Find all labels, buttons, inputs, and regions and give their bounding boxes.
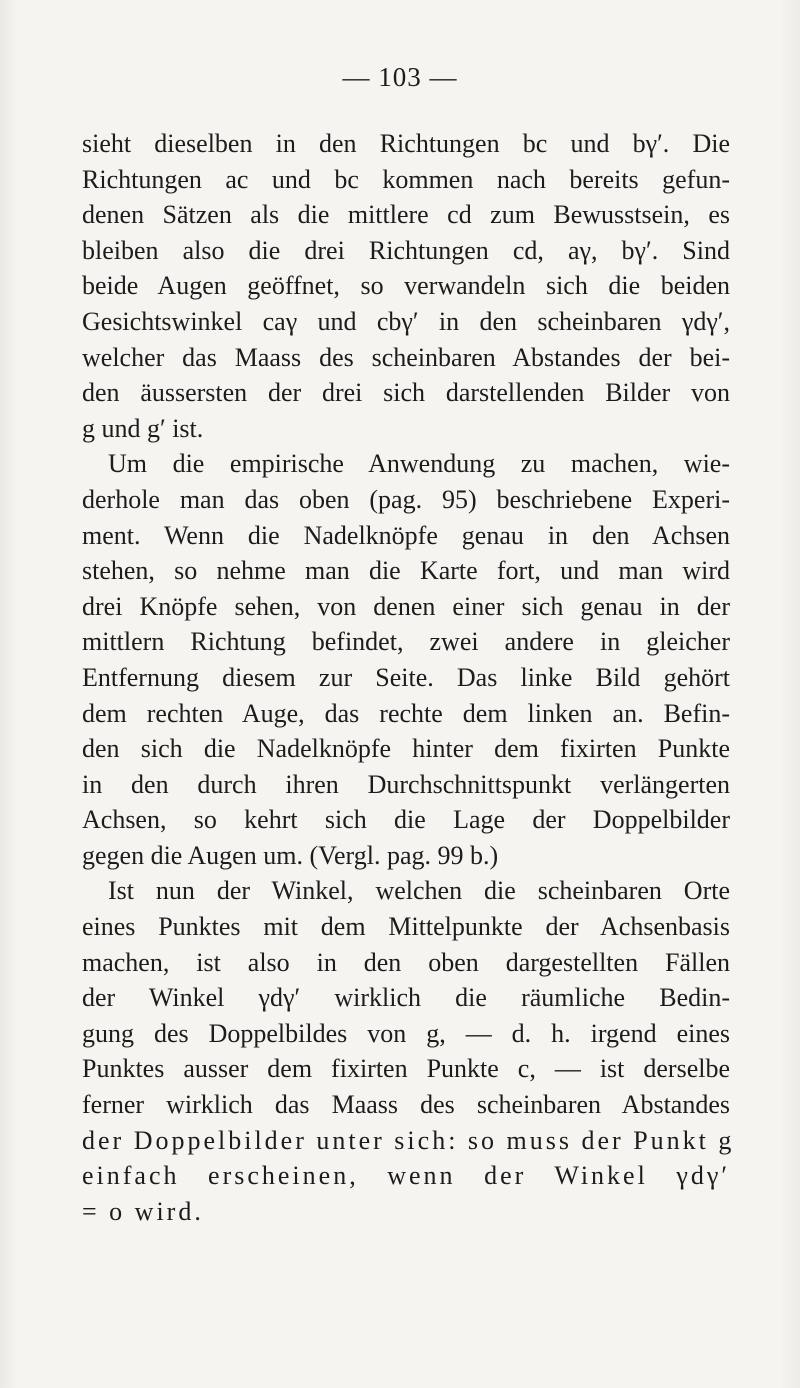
- text-line: Ist nun der Winkel, welchen die scheinbaren Orte: [108, 876, 730, 906]
- text-line: derhole man das oben (pag. 95) beschriebene Experi-: [82, 484, 730, 514]
- text-line: stehen, so nehme man die Karte fort, und man wird: [82, 556, 730, 586]
- text-line: drei Knöpfe sehen, von denen einer sich genau in der: [82, 591, 730, 621]
- text-line: der Doppelbilder unter sich: so muss der Punkt g: [82, 1125, 735, 1155]
- text-line: gegen die Augen um. (Vergl. pag. 99 b.): [82, 840, 499, 870]
- text-line: bleiben also die drei Richtungen cd, aγ, bγ′. Sind: [82, 235, 730, 265]
- text-line: sieht dieselben in den Richtungen bc und bγ′. Die: [82, 129, 730, 158]
- text-line: einfach erscheinen, wenn der Winkel γdγ′: [82, 1161, 730, 1191]
- text-line: g und g′ ist.: [82, 413, 204, 443]
- text-line: beide Augen geöffnet, so verwandeln sich die beiden: [82, 271, 730, 301]
- text-line: der Winkel γdγ′ wirklich die räumliche Bedin-: [82, 983, 730, 1013]
- text-line: eines Punktes mit dem Mittelpunkte der Achsenbasis: [82, 912, 730, 942]
- text-line: Richtungen ac und bc kommen nach bereits gefun-: [82, 164, 730, 194]
- text-line: gung des Doppelbildes von g, — d. h. irgend eines: [82, 1018, 730, 1048]
- text-line: ment. Wenn die Nadelknöpfe genau in den Achsen: [82, 520, 730, 550]
- text-line: = o wird.: [82, 1196, 204, 1226]
- page-number: — 103 —: [342, 62, 458, 92]
- body-text: [82, 126, 735, 1229]
- text-line: machen, ist also in den oben dargestellten Fällen: [82, 947, 730, 977]
- text-line: in den durch ihren Durchschnittspunkt verlängerten: [82, 769, 730, 799]
- text-line: welcher das Maass des scheinbaren Abstandes der bei-: [82, 342, 730, 372]
- text-line: Entfernung diesem zur Seite. Das linke Bild gehört: [82, 662, 730, 692]
- text-line: Punktes ausser dem fixirten Punkte c, — ist derselbe: [82, 1054, 730, 1084]
- text-line: Gesichtswinkel caγ und cbγ′ in den scheinbaren γdγ′,: [82, 306, 730, 336]
- text-line: mittlern Richtung befindet, zwei andere in gleicher: [82, 627, 730, 657]
- text-line: den äussersten der drei sich darstellenden Bilder von: [82, 378, 730, 408]
- text-line: ferner wirklich das Maass des scheinbaren Abstandes: [82, 1090, 730, 1120]
- text-line: Um die empirische Anwendung zu machen, wie-: [108, 449, 730, 479]
- text-line: den sich die Nadelknöpfe hinter dem fixirten Punkte: [82, 734, 730, 764]
- text-line: dem rechten Auge, das rechte dem linken an. Befin-: [82, 698, 730, 728]
- text-line: denen Sätzen als die mittlere cd zum Bewusstsein, es: [82, 200, 730, 230]
- text-line: Achsen, so kehrt sich die Lage der Doppelbilder: [82, 805, 730, 835]
